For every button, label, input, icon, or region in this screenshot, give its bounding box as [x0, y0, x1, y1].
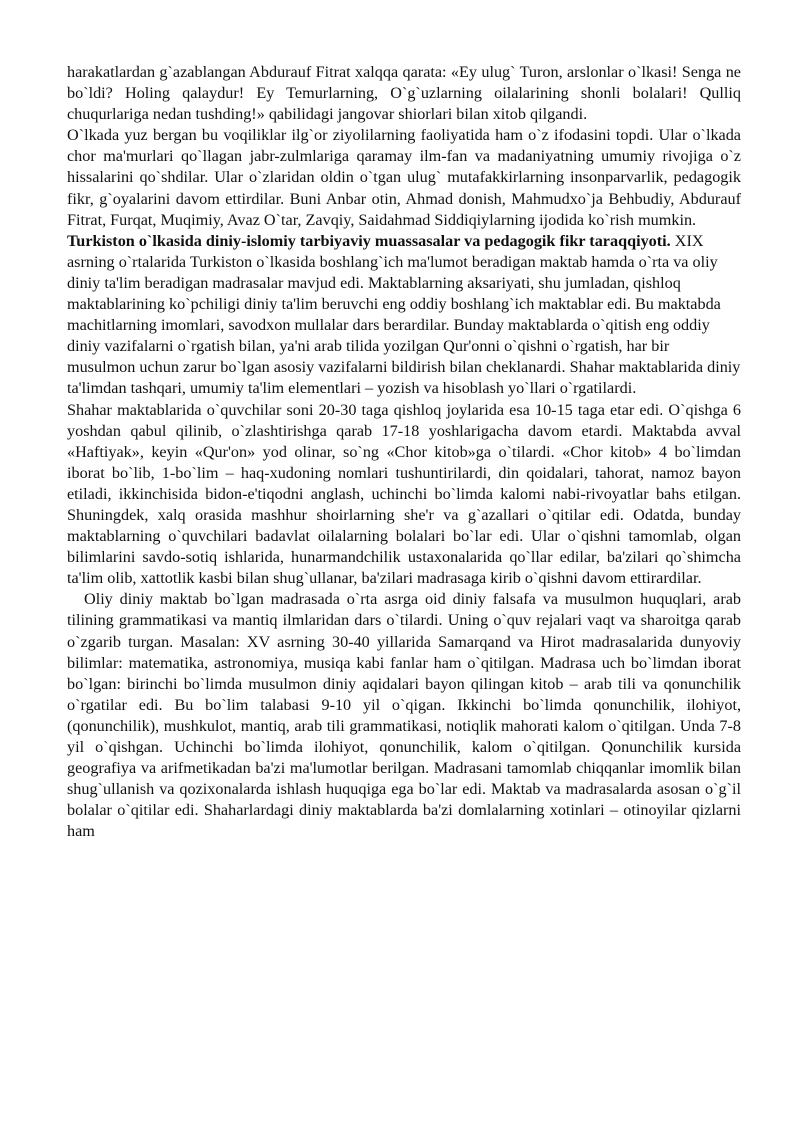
- paragraph-intellectuals: O`lkada yuz bergan bu voqiliklar ilg`or ziyolilarning faoliyatida ham o`z ifodasini topdi. Ular o`lkada chor ma'murlari qo`llagan jabr-zulmlariga qaramay ilm-fan va madaniyatning umumiy rivojiga o`z hissalarini qo`shdilar. Ular o`zlaridan oldin o`tgan ulug` mutafakkirlarning insonparvarlik, pedagogik fikr, g`oyalarini davom ettirdilar. Buni Anbar otin, Ahmad donish, Mahmudxo`ja Behbudiy, Abdurauf Fitrat, Furqat, Muqimiy, Avaz O`tar, Zavqiy, Saidahmad Siddiqiylarning ijodida ko`rish mumkin.: [67, 126, 741, 229]
- paragraph-madrasa: Oliy diniy maktab bo`lgan madrasada o`rta asrga oid diniy falsafa va musulmon huquqlari, arab tilining grammatikasi va mantiq ilmlaridan dars o`tilardi. Uning o`quv rejalari vaqt va sharoitga qarab o`zgarib turgan. Masalan: XV asrning 30-40 yillarida Samarqand va Hirot madrasalarida dunyoviy bilimlar: matematika, astronomiya, musiqa kabi fanlar ham o`qitilgan. Madrasa uch bo`limdan iborat bo`lgan: birinchi bo`limda musulmon diniy aqidalari bayon qilingan kitob – arab tili va qonunchilik o`rgatilar edi. Bu bo`lim talabasi 9-10 yil o`qigan. Ikkinchi bo`limda qonunchilik, ilohiyot, (qonunchilik), mushkulot, mantiq, arab tili grammatikasi, notiqlik mahorati kalom o`qitilgan. Unda 7-8 yil o`qishgan. Uchinchi bo`limda ilohiyot, qonunchilik, kalom o`qitilgan. Qonunchilik kursida geografiya va arifmetikadan ba'zi ma'lumotlar berilgan. Madrasani tamomlab chiqqanlar imomlik bilan shug`ullanish va qozixonalarda ishlash huquqiga ega bo`lar edi. Maktab va madrasalarda asosan o`g`il bolalar o`qitilar edi. Shaharlardagi diniy maktablarda ba'zi domlalarning xotinlari – otinoyilar qizlarni ham: [67, 590, 741, 841]
- paragraph-fitrat-quote: harakatlardan g`azablangan Abdurauf Fitrat xalqqa qarata: «Ey ulug` Turon, arslonlar o`lkasi! Senga ne bo`ldi? Holing qalaydur! Ey Temurlarning, O`g`uzlarning oilalarining shonli bolalari! Qulliq chuqurlariga nedan tushding!» qabilidagi jangovar shiorlari bilan xitob qilgandi.: [67, 63, 741, 124]
- paragraph-city-schools: Shahar maktablarida o`quvchilar soni 20-30 taga qishloq joylarida esa 10-15 taga etar edi. O`qishga 6 yoshdan qabul qilinib, o`zlashtirishga qarab 17-18 yoshlarigacha davom etardi. Maktabda avval «Haftiyak», keyin «Qur'on» yod olinar, so`ng «Chor kitob»ga o`tilardi. «Chor kitob» 4 bo`limdan iborat bo`lib, 1-bo`lim – haq-xudoning nomlari tushuntirilardi, din qoidalari, tahorat, namoz bayon etiladi, ikkinchisida bidon-e'tiqodni anglash, uchinchi bo`limda kalomi nabi-rivoyatlar bahs etilgan. Shuningdek, xalq orasida mashhur shoirlarning she'r va g`azallari o`qitilar edi. Odatda, bunday maktablarning o`quvchilari badavlat oilalarning bolalari bo`lar edi. Ular o`qishni tamomlab, olgan bilimlarini savdo-sotiq ishlarida, hunarmandchilik ustaxonalarida qo`llar edilar, ba'zilari qo`shimcha ta'lim olib, xattotlik kasbi bilan shug`ullanar, ba'zilari madrasaga kirib o`qishni davom ettirardilar.: [67, 400, 741, 588]
- paragraph-religious-institutions: [67, 231, 741, 400]
- document-page: [67, 62, 741, 842]
- section-intro-text: XIX asrning o`rtalarida Turkiston o`lkasida boshlang`ich ma'lumot beradigan maktab hamda o`rta va oliy diniy ta'lim beradigan madrasalar mavjud edi. Maktablarning aksariyati, shu jumladan, qishloq maktablarining ko`pchiligi diniy ta'lim beruvchi eng oddiy boshlang`ich maktablar edi. Bu maktabda machitlarning imomlari, savodxon mullalar dars berardilar. Bunday maktablarda o`qitish eng oddiy diniy vazifalarni o`rgatish bilan, ya'ni arab tilida yozilgan Qur'onni o`qishni o`rgatish, har bir musulmon uchun zarur bo`lgan asosiy vazifalarni bildirish bilan cheklanardi. Shahar maktablarida diniy ta'limdan tashqari, umumiy ta'lim elementlari – yozish va hisoblash yo`llari o`rgatilardi.: [67, 231, 741, 398]
- section-title: Turkiston o`lkasida diniy-islomiy tarbiyaviy muassasalar va pedagogik fikr taraqqiyoti.: [67, 231, 671, 250]
